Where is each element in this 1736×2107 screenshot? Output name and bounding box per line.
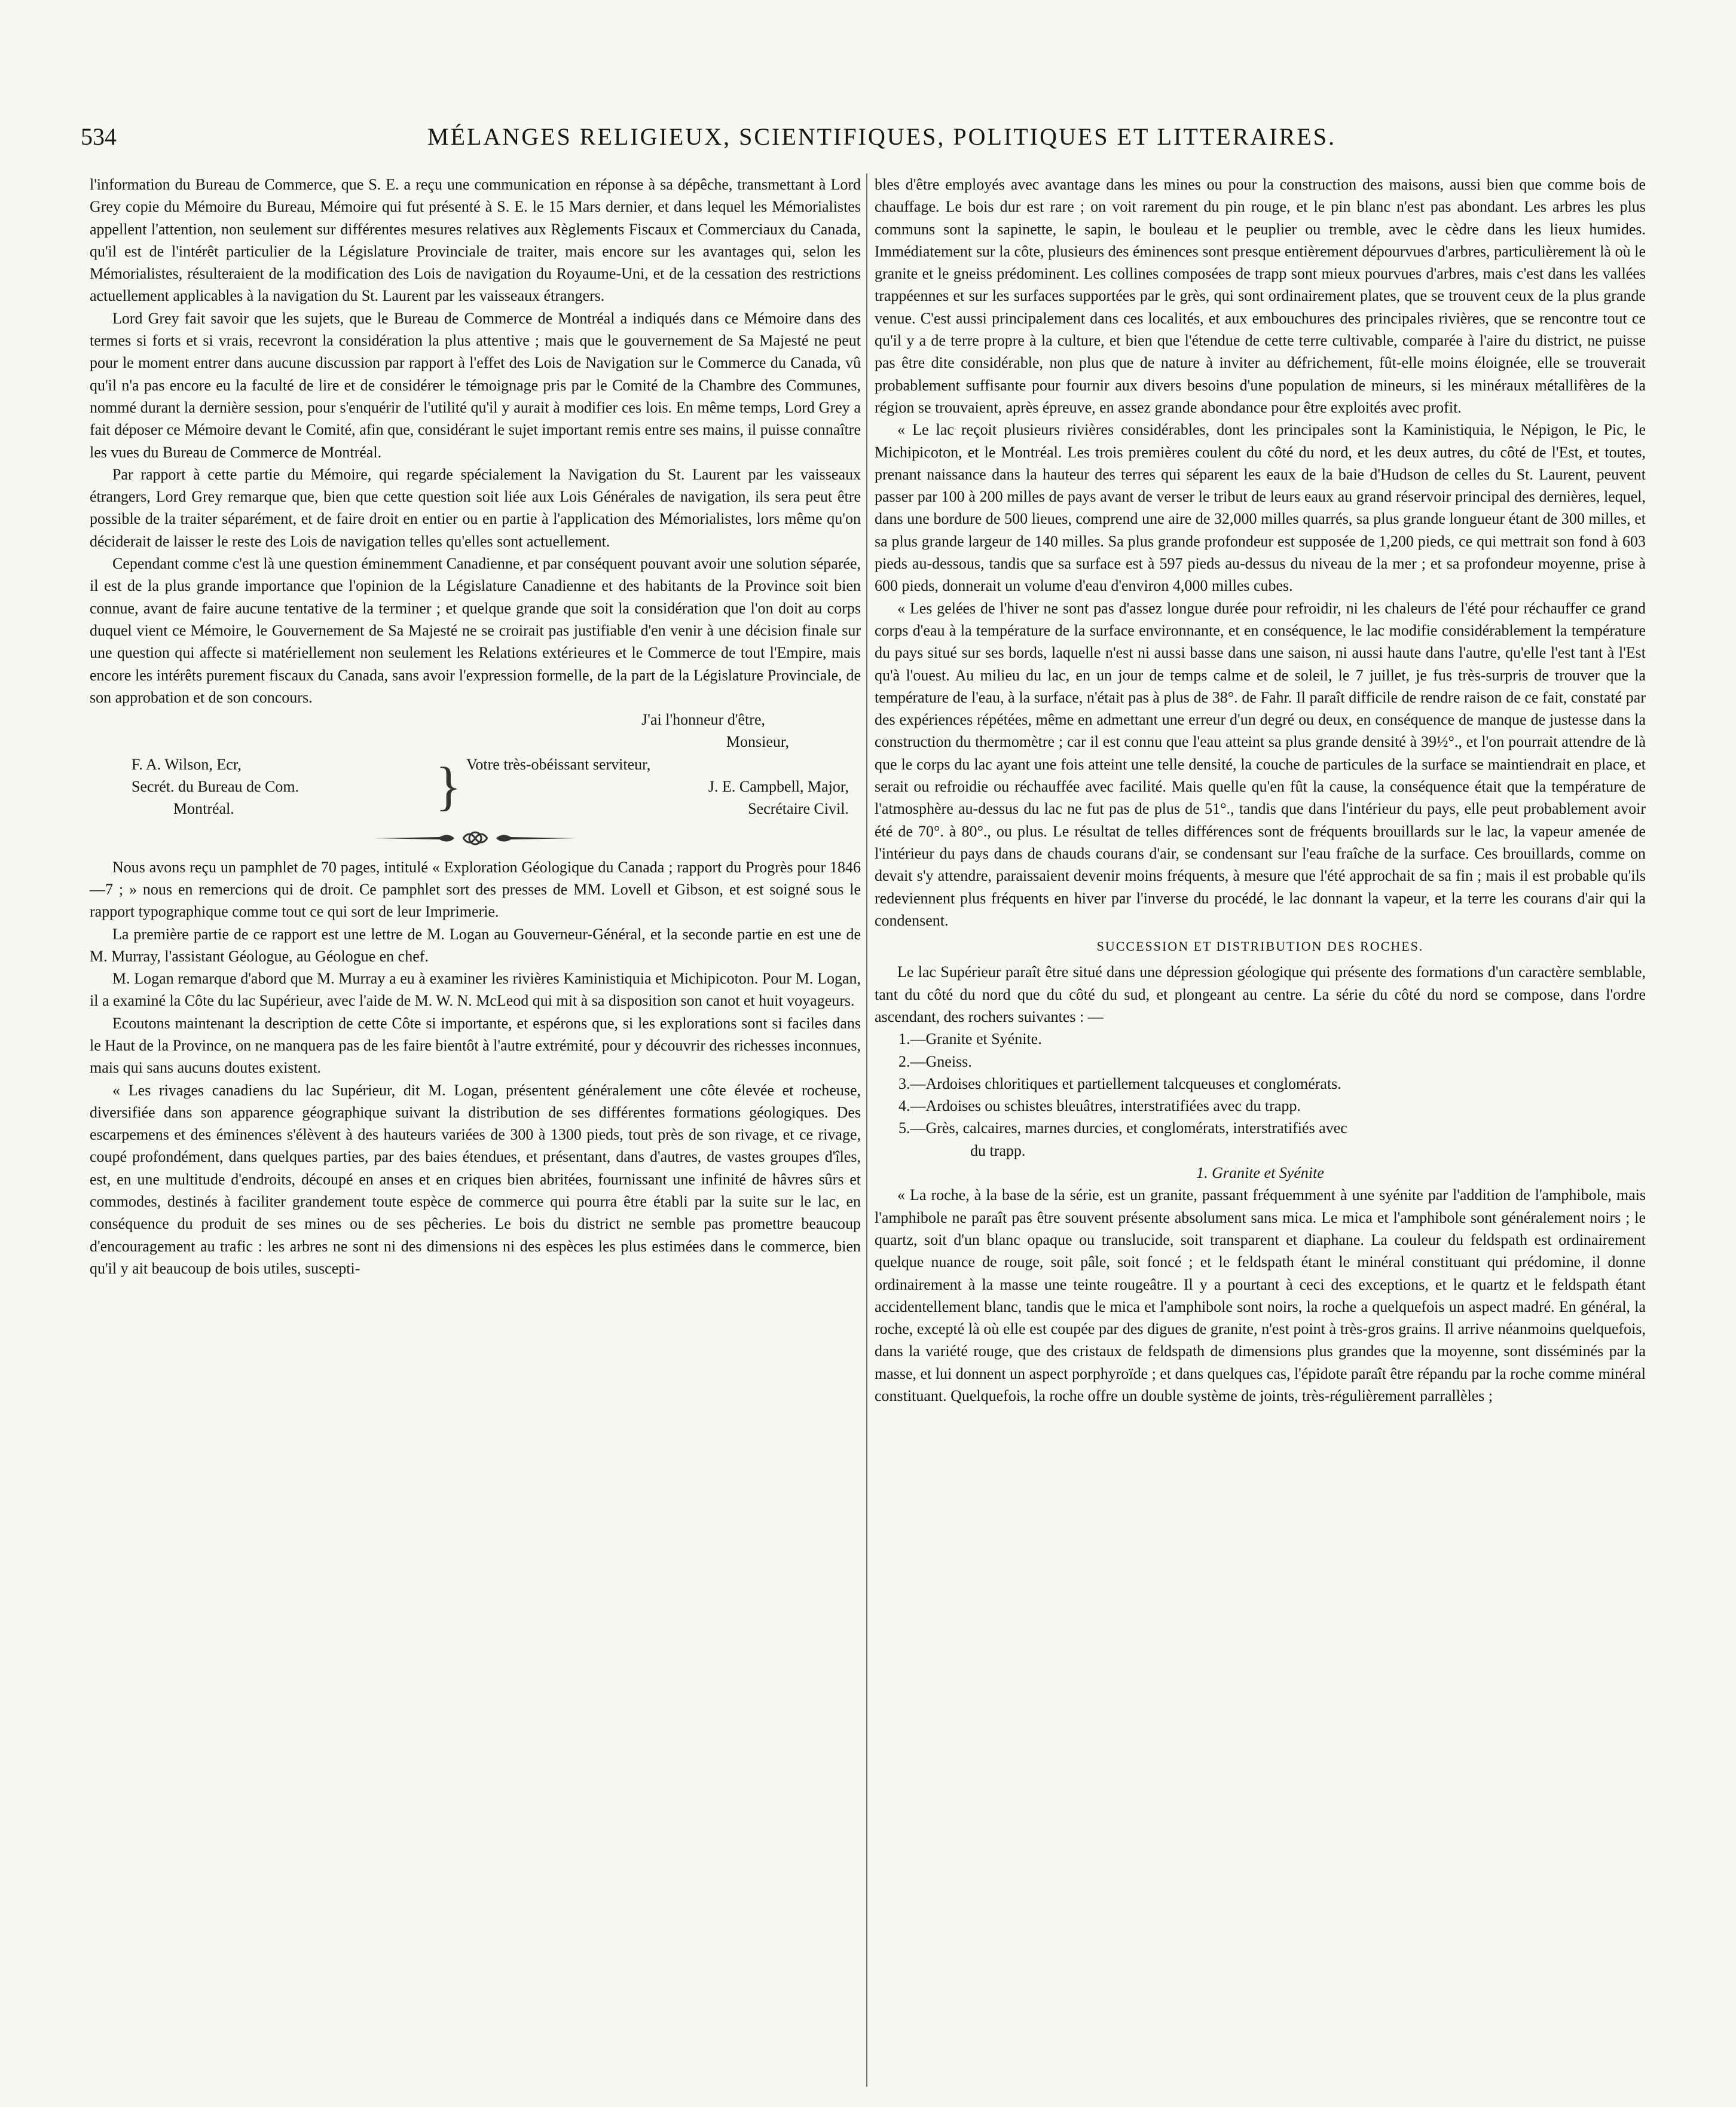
signature-left-line: F. A. Wilson, Ecr, xyxy=(132,755,242,773)
signature-left xyxy=(90,753,430,820)
ornament-divider-icon xyxy=(90,820,861,856)
brace-icon: } xyxy=(435,756,461,816)
list-item: 3.—Ardoises chloritiques et partiellement talcqueuses et conglomérats. xyxy=(898,1074,1341,1092)
paragraph: Cependant comme c'est là une question éminemment Canadienne, et par conséquent pouvant avoir une solution séparée, il est de la plus grande importance que l'opinion de la Législature Canadienne et des habitants de la Province soit bien connue, avant de faire aucune tentative de la terminer ; et quelque grande que soit la considération que l'on doit au corps duquel vient ce Mémoire, le Gouvernement de Sa Majesté ne se croirait pas justifiable d'en venir à une décision finale sur une question qui affecte si matériellement non seulement les Relations extérieures et le Commerce de tout l'Empire, mais encore les intérêts purement fiscaux du Canada, sans avoir l'expression formelle, de la part de la Législature Provinciale, de son approbation et de son concours. xyxy=(90,555,861,706)
signature-right-line: Votre très-obéissant serviteur, xyxy=(466,755,651,773)
letter-closing: J'ai l'honneur d'être, xyxy=(641,711,765,729)
paragraph: l'information du Bureau de Commerce, que S. E. a reçu une communication en réponse à sa dépêche, transmettant à Lord Grey copie du Mémoire du Bureau, Mémoire qui fut présenté à S. E. le 15 Mars dernier, et dans lequel les Mémorialistes appellent l'attention, non seulement sur différentes mesures relatives aux Règlements Fiscaux et Commerciaux du Canada, qu'il est de l'intérêt particulier de la Législature Provinciale de traiter, mais encore sur les avantages qui, selon les Mémorialistes, résulteraient de la modification des Lois de navigation du Royaume-Uni, et de la cessation des restrictions actuellement applicables à la navigation du St. Laurent par les vaisseaux étrangers. xyxy=(90,176,861,305)
signature-left-line: Secrét. du Bureau de Com. xyxy=(132,778,299,796)
left-column xyxy=(90,173,861,1280)
signature-right-line: J. E. Campbell, Major, xyxy=(708,778,849,796)
right-column xyxy=(875,173,1646,1407)
paragraph: La première partie de ce rapport est une lettre de M. Logan au Gouverneur-Général, et la seconde partie en est une de M. Murray, l'assistant Géologue, au Géologue en chef. xyxy=(90,925,861,965)
signature-left-line: Montréal. xyxy=(173,800,234,818)
list-item: 5.—Grès, calcaires, marnes durcies, et conglomérats, interstratifiés avec xyxy=(898,1119,1347,1137)
paragraph: M. Logan remarque d'abord que M. Murray a eu à examiner les rivières Kaministiquia et Michipicoton. Pour M. Logan, il a examiné la Côte du lac Supérieur, avec l'aide de M. W. N. McLeod qui mit à sa disposition son canot et huit voyageurs. xyxy=(90,970,861,1010)
subsection-heading: 1. Granite et Syénite xyxy=(1196,1164,1324,1182)
signature-block xyxy=(90,753,861,820)
paragraph: bles d'être employés avec avantage dans les mines ou pour la construction des maisons, aussi bien que comme bois de chauffage. Le bois dur est rare ; on voit rarement du pin rouge, et le pin blanc n'est pas abondant. Les arbres les plus communs sont la sapinette, le sapin, le bouleau et le peuplier ou tremble, avec le cèdre dans les lieux humides. Immédiatement sur la côte, plusieurs des éminences sont presque entièrement dépourvues d'arbres, particulièrement là où le granite et le gneiss prédominent. Les collines composées de trapp sont mieux pourvues d'arbres, mais c'est dans les vallées trappéennes et sur les surfaces supportées par le grès, qui sont ordinairement plates, que se trouvent ceux de la plus grande venue. C'est aussi principalement dans ces localités, et aux embouchures des principales rivières, que se rencontre tout ce qu'il y a de terre propre à la culture, et bien que l'étendue de cette terre cultivable, comparée à l'aire du district, ne puisse pas être dite considérable, non plus que de nature à inviter au défrichement, fût-elle moins éloignée, elle se trouverait probablement suffisante pour fournir aux divers besoins d'une population de mineurs, si les minéraux métallifères de la région se trouvaient, après épreuve, en assez grande abondance pour être exploités avec profit. xyxy=(875,176,1646,416)
paragraph: Le lac Supérieur paraît être situé dans une dépression géologique qui présente des formations d'un caractère semblable, tant du côté du nord que du côté du sud, et plongeant au centre. La série du côté du nord se compose, dans l'ordre ascendant, des rochers suivantes : — xyxy=(875,963,1646,1025)
signature-right-line: Secrétaire Civil. xyxy=(748,800,849,818)
column-divider xyxy=(866,173,867,2087)
running-title: MÉLANGES RELIGIEUX, SCIENTIFIQUES, POLITIQUES ET LITTERAIRES. xyxy=(427,123,1336,150)
list-item: 1.—Granite et Syénite. xyxy=(898,1030,1042,1048)
paragraph: Nous avons reçu un pamphlet de 70 pages, intitulé « Exploration Géologique du Canada ; rapport du Progrès pour 1846—7 ; » nous en remercions qui de droit. Ce pamphlet sort des presses de MM. Lovell et Gibson, et est soigné sous le rapport typographique comme tout ce qui sort de leur Imprimerie. xyxy=(90,858,861,921)
list-item: 2.—Gneiss. xyxy=(898,1052,972,1070)
paragraph: Ecoutons maintenant la description de cette Côte si importante, et espérons que, si les explorations sont si faciles dans le Haut de la Province, on ne manquera pas de les faire bientôt à l'autre extrémité, pour y découvrir des richesses inconnues, mais qui sans aucuns doutes existent. xyxy=(90,1014,861,1077)
page-number: 534 xyxy=(81,123,117,150)
list-item-continuation: du trapp. xyxy=(970,1141,1026,1159)
paragraph: Par rapport à cette partie du Mémoire, qui regarde spécialement la Navigation du St. Laurent par les vaisseaux étrangers, Lord Grey remarque que, bien que cette question soit liée aux Lois Générales de navigation, ils sera peut être possible de la traiter séparément, et de faire droit en entier ou en partie à l'application des Mémorialistes, lors même qu'on déciderait de laisser le reste des Lois de navigation telles qu'elles sont actuellement. xyxy=(90,465,861,550)
signature-right xyxy=(466,753,861,820)
paragraph: « Le lac reçoit plusieurs rivières considérables, dont les principales sont la Kaministiquia, le Népigon, le Pic, le Michipicoton, et le Montréal. Les trois premières coulent du côté du nord, et les deux autres, du côté de l'Est, et toutes, prenant naissance dans la hauteur des terres qui séparent les eaux de la baie d'Hudson de celles du St. Laurent, peuvent passer par 100 à 200 milles de pays avant de verser le tribut de leurs eaux au grand réservoir principal des dernières, lequel, dans une bordure de 500 lieues, comprend une aire de 32,000 milles quarrés, sa plus grande longueur étant de 300 milles, et sa plus grande largeur de 140 milles. Sa plus grande profondeur est supposée de 1,200 pieds, ce qui mettrait son fond à 603 pieds au-dessous, tandis que sa surface est à 597 pieds au-dessus du niveau de la mer ; et sa profondeur moyenne, prise à 600 pieds, donnerait un volume d'eau d'environ 4,000 milles cubes. xyxy=(875,421,1646,595)
section-heading: SUCCESSION ET DISTRIBUTION DES ROCHES. xyxy=(1096,939,1424,954)
paragraph: Lord Grey fait savoir que les sujets, que le Bureau de Commerce de Montréal a indiqués dans ce Mémoire dans des termes si forts et si vrais, recevront la considération la plus attentive ; mais que le gouvernement de Sa Majesté ne peut pour le moment entrer dans aucune discussion par rapport à l'effet des Lois de Navigation sur le Commerce du Canada, vû qu'il n'a pas encore eu la faculté de lire et de considérer le témoignage pris par le Comité de la Chambre des Communes, nommé durant la dernière session, pour s'enquérir de l'utilité qu'il y aurait à modifier ces lois. En même temps, Lord Grey a fait déposer ce Mémoire devant le Comité, afin que, considérant le sujet important remis entre ses mains, il puisse connaître les vues du Bureau de Commerce de Montréal. xyxy=(90,309,861,461)
list-item: 4.—Ardoises ou schistes bleuâtres, interstratifiées avec du trapp. xyxy=(898,1097,1301,1115)
paragraph: « La roche, à la base de la série, est un granite, passant fréquemment à une syénite par l'addition de l'amphibole, mais l'amphibole ne paraît pas être souvent présente absolument sans mica. Le mica et l'amphibole sont généralement noirs ; le quartz, soit d'un blanc opaque ou translucide, soit transparent et diaphane. La couleur du feldspath est ordinairement quelque nuance de rouge, soit pâle, soit foncé ; et le feldspath étant le minéral constituant qui prédomine, il donne ordinairement à la masse une teinte rougeâtre. Il y a pourtant à ceci des exceptions, et le quartz et le feldspath étant accidentellement blanc, tandis que le mica et l'amphibole sont noirs, la roche a quelquefois un aspect madré. En général, la roche, excepté là où elle est coupée par des digues de granite, n'est point à très-gros grains. Il arrive néanmoins quelquefois, dans la variété rouge, que des cristaux de feldspath de dimensions plus grandes que la moyenne, sont disséminés par la masse, et lui donnent un aspect porphyroïde ; et dans quelques cas, l'épidote paraît être répandu par la roche comme minéral constituant. Quelquefois, la roche offre un double système de joints, très-régulièrement parrallèles ; xyxy=(875,1186,1646,1405)
paragraph: « Les rivages canadiens du lac Supérieur, dit M. Logan, présentent généralement une côte élevée et rocheuse, diversifiée dans son apparence géographique suivant la distribution de ses différentes formations géologiques. Des escarpemens et des éminences s'élèvent à des hauteurs variées de 300 à 1300 pieds, tout près de son rivage, et ce rivage, coupé profondément, dans quelques parties, par des baies étendues, et présentant, dans d'autres, de vastes groupes d'îles, est, en une multitude d'endroits, découpé en anses et en criques bien abritées, fournissant une infinité de hâvres sûrs et commodes, destinés à faciliter grandement toute espèce de commerce qui pourra être établi par la suite sur le lac, en conséquence du produit de ses mines ou de ses pêcheries. Le bois du district ne semble pas promettre beaucoup d'encouragement au trafic : les arbres ne sont ni des dimensions ni des espèces les plus estimées dans le commerce, bien qu'il y ait beaucoup de bois utiles, suscepti- xyxy=(90,1081,861,1277)
letter-salutation: Monsieur, xyxy=(726,733,789,751)
paragraph: « Les gelées de l'hiver ne sont pas d'assez longue durée pour refroidir, ni les chaleurs de l'été pour réchauffer ce grand corps d'eau à la température de la surface environnante, et en conséquence, le lac modifie considérablement la température du pays situé sur ses bords, laquelle n'est ni aussi basse dans une saison, ni aussi haute dans l'autre, qu'elle l'est tant à l'Est qu'à l'ouest. Au milieu du lac, en un jour de temps calme et de soleil, le 7 juillet, je fus très-surpris de trouver que la température de l'eau, à la surface, n'était pas à plus de 38°. de Fahr. Il paraît difficile de rendre raison de ce fait, constaté par des expériences répétées, même en admettant une erreur d'un degré ou deux, en conséquence de manque de justesse dans la construction du thermomètre ; car il est connu que l'eau atteint sa plus grande densité à 39½°., et l'on pourrait attendre de là que le corps du lac ayant une fois atteint une telle densité, la couche de particules de la surface se maintiendrait en place, et serait ou refroidie ou réchauffée avec facilité. Mais quelle qu'en fût la cause, la conséquence était que la température de l'atmosphère au-dessus du lac ne fut pas de plus de 51°., tandis que dans l'intérieur du pays, elle peut probablement avoir été de 70°. à 80°., ou plus. Le résultat de telles différences sont de fréquents brouillards sur le lac, la vapeur amenée de l'intérieur du pays dans de chauds courans d'air, se condensant sur l'eau fraîche de la surface. Ces brouillards, comme on devait s'y attendre, paraissaient devenir moins fréquents, à mesure que l'été approchait de sa fin ; mais il est probable qu'ils redeviennent plus fréquents en hiver par l'inverse du procédé, le lac donnant la vapeur, et la terre les courans d'air qui la condensent. xyxy=(875,599,1646,929)
page-header xyxy=(81,123,1683,158)
